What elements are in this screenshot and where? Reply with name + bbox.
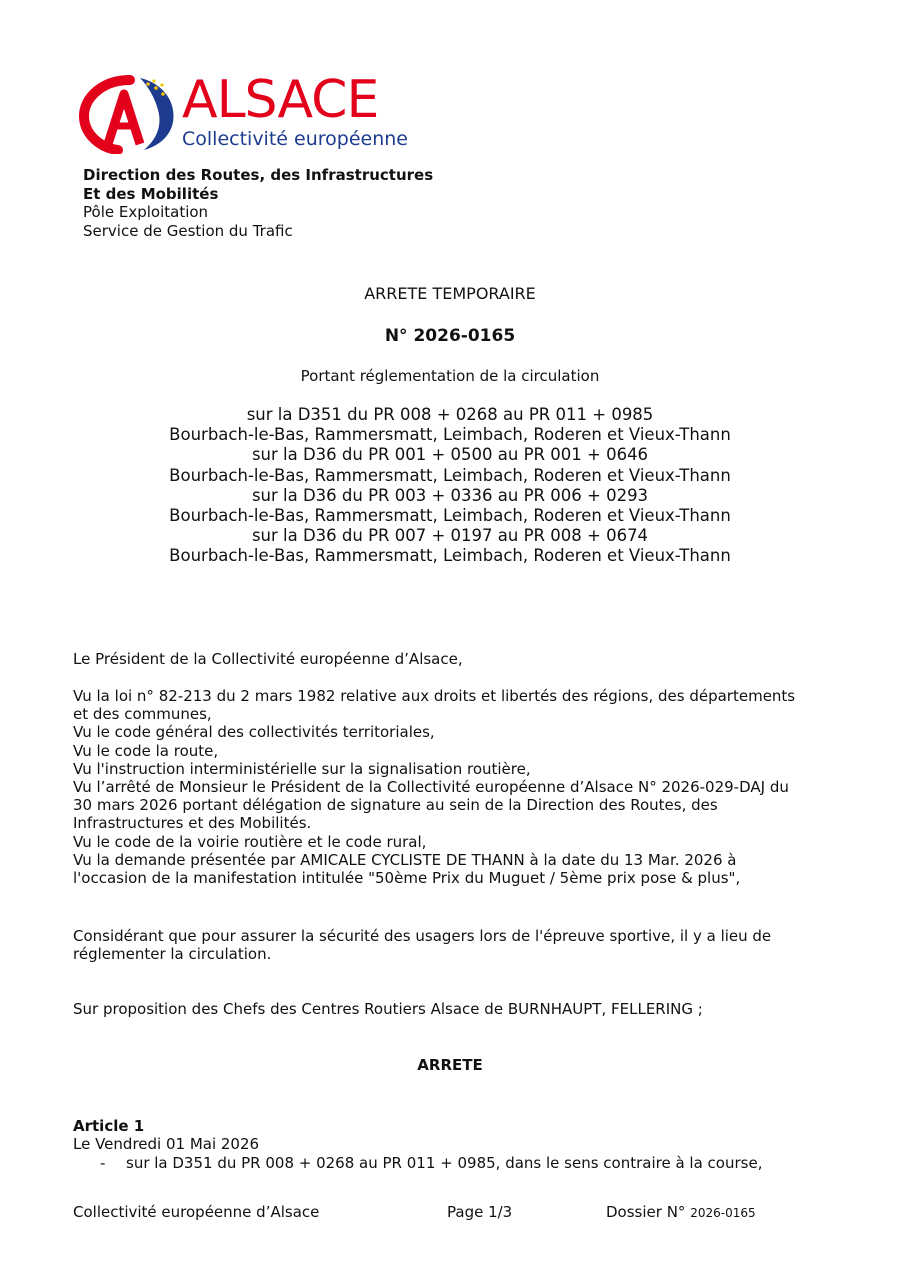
footer-organization: Collectivité européenne d’Alsace	[73, 1203, 320, 1221]
dept-line-3: Pôle Exploitation	[83, 203, 209, 221]
dossier-label: Dossier N°	[606, 1203, 686, 1221]
considerant-line: réglementer la circulation.	[73, 945, 272, 964]
vu-line: et des communes,	[73, 705, 212, 724]
article-1-title: Article 1	[73, 1117, 145, 1135]
dept-line-4: Service de Gestion du Trafic	[83, 221, 293, 240]
document-type: ARRETE TEMPORAIRE	[364, 284, 536, 303]
vu-line: 30 mars 2026 portant délégation de signature au sein de la Direction des Routes, des	[73, 796, 718, 815]
vu-line: l'occasion de la manifestation intitulée "50ème Prix du Muguet / 5ème prix pose & plus",	[73, 869, 741, 888]
considerant-line: Considérant que pour assurer la sécurité des usagers lors de l'épreuve sportive, il y a lieu de	[73, 927, 772, 945]
routes-list	[0, 405, 900, 567]
logo-subtitle: Collectivité européenne	[182, 128, 408, 150]
document-subject: Portant réglementation de la circulation	[300, 367, 600, 385]
route-communes: Bourbach-le-Bas, Rammersmatt, Leimbach, Roderen et Vieux-Thann	[169, 506, 731, 526]
considerant-paragraph	[73, 927, 833, 963]
vu-line: Vu le code de la voirie routière et le code rural,	[73, 832, 427, 851]
vu-line: Vu la loi n° 82-213 du 2 mars 1982 relative aux droits et libertés des régions, des départements	[73, 687, 796, 705]
route-line: sur la D36 du PR 007 + 0197 au PR 008 + 0674	[251, 526, 649, 546]
logo-wordmark: ALSACE	[182, 70, 379, 130]
vu-line: Vu l’arrêté de Monsieur le Président de la Collectivité européenne d’Alsace N° 2026-029-DAJ du	[73, 778, 789, 797]
president-paragraph: Le Président de la Collectivité européenne d’Alsace,	[73, 650, 463, 668]
list-dash: -	[100, 1154, 106, 1172]
proposition-paragraph: Sur proposition des Chefs des Centres Routiers Alsace de BURNHAUPT, FELLERING ;	[73, 1000, 703, 1018]
footer-dossier	[606, 1203, 756, 1221]
vu-line: Vu la demande présentée par AMICALE CYCLISTE DE THANN à la date du 13 Mar. 2026 à	[73, 850, 737, 869]
vu-line: Infrastructures et des Mobilités.	[73, 814, 312, 833]
route-line: sur la D36 du PR 003 + 0336 au PR 006 + 0293	[251, 485, 649, 505]
vu-line: Vu le code la route,	[73, 741, 219, 760]
alsace-logo	[78, 70, 408, 154]
document-number: N° 2026-0165	[384, 326, 516, 346]
dossier-number: 2026-0165	[690, 1206, 756, 1220]
department-block	[83, 166, 433, 240]
article-1-date: Le Vendredi 01 Mai 2026	[73, 1135, 260, 1153]
vu-line: Vu le code général des collectivités territoriales,	[73, 723, 435, 742]
dept-line-1: Direction des Routes, des Infrastructures	[83, 166, 434, 184]
logo-emblem-icon	[78, 72, 182, 154]
vu-paragraph	[73, 687, 833, 887]
footer-page-number: Page 1/3	[447, 1203, 513, 1221]
vu-line: Vu l'instruction interministérielle sur la signalisation routière,	[73, 759, 531, 778]
article-1-item-text: sur la D351 du PR 008 + 0268 au PR 011 + 0985, dans le sens contraire à la course,	[126, 1154, 763, 1172]
route-line: sur la D36 du PR 001 + 0500 au PR 001 + 0646	[251, 445, 649, 465]
route-communes: Bourbach-le-Bas, Rammersmatt, Leimbach, Roderen et Vieux-Thann	[169, 546, 731, 566]
route-communes: Bourbach-le-Bas, Rammersmatt, Leimbach, Roderen et Vieux-Thann	[169, 425, 731, 445]
article-1-item	[73, 1154, 833, 1172]
route-communes: Bourbach-le-Bas, Rammersmatt, Leimbach, Roderen et Vieux-Thann	[169, 465, 731, 485]
dept-line-2: Et des Mobilités	[83, 184, 219, 203]
route-line: sur la D351 du PR 008 + 0268 au PR 011 + 0985	[246, 405, 654, 424]
arrete-heading: ARRETE	[417, 1056, 483, 1074]
